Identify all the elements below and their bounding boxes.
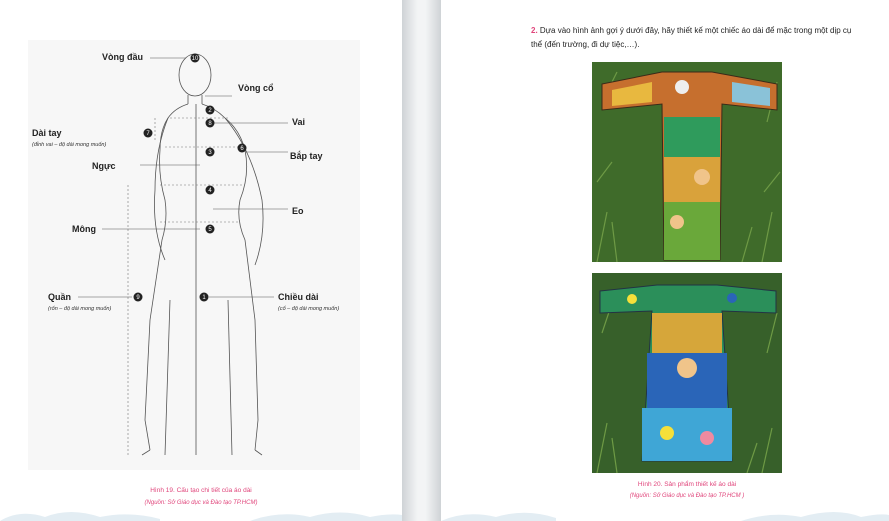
label-dai-tay: Dài tay [32, 128, 62, 138]
label-chieu-dai: Chiều dài [278, 292, 319, 302]
label-quan-sub: (rốn – độ dài mong muốn) [48, 306, 112, 312]
left-page [0, 0, 402, 521]
question-number: 2. [531, 26, 538, 35]
marker-5: 5 [208, 227, 212, 233]
label-vong-co: Vòng cổ [238, 83, 274, 93]
marker-1: 1 [202, 295, 206, 301]
ao-dai-diagram [0, 0, 402, 521]
marker-9: 9 [136, 295, 140, 301]
marker-6: 6 [240, 146, 244, 152]
label-dai-tay-sub: (đỉnh vai – độ dài mong muốn) [32, 142, 107, 148]
label-mong: Mông [72, 224, 96, 234]
marker-3: 3 [208, 150, 212, 156]
marker-2: 2 [208, 108, 212, 114]
label-chieu-dai-sub: (cổ – độ dài mong muốn) [278, 306, 340, 312]
ao-dai-photo-2 [592, 273, 782, 473]
label-vai: Vai [292, 117, 306, 127]
label-eo: Eo [292, 206, 304, 216]
figure-19-caption: Hình 19. Cấu tạo chi tiết của áo dài [150, 487, 252, 494]
right-page [441, 0, 889, 521]
label-bap-tay: Bắp tay [290, 151, 323, 161]
ao-dai-photo-1 [592, 62, 782, 262]
marker-10: 10 [191, 56, 199, 62]
page-gutter [402, 0, 441, 521]
marker-4: 4 [208, 188, 212, 194]
cloud-decoration-right [441, 505, 889, 521]
marker-7: 7 [146, 131, 150, 137]
cloud-decoration-left [0, 505, 402, 521]
figure-19-source: (Nguồn: Sở Giáo dục và Đào tạo TP.HCM) [144, 500, 258, 506]
label-quan: Quần [48, 292, 72, 302]
label-vong-dau: Vòng đầu [102, 52, 143, 62]
figure-20-source: (Nguồn: Sở Giáo dục và Đào tạo TP.HCM ) [629, 493, 745, 499]
label-nguc: Ngực [92, 161, 116, 171]
marker-8: 8 [208, 121, 212, 127]
question-text: Dựa vào hình ảnh gợi ý dưới đây, hãy thiết kế một chiếc áo dài để mặc trong một dịp cụ thể (đến trường, đi dự tiệc,…). [531, 26, 852, 49]
figure-20-caption: Hình 20. Sản phẩm thiết kế áo dài [637, 481, 737, 488]
question-2 [531, 24, 861, 52]
